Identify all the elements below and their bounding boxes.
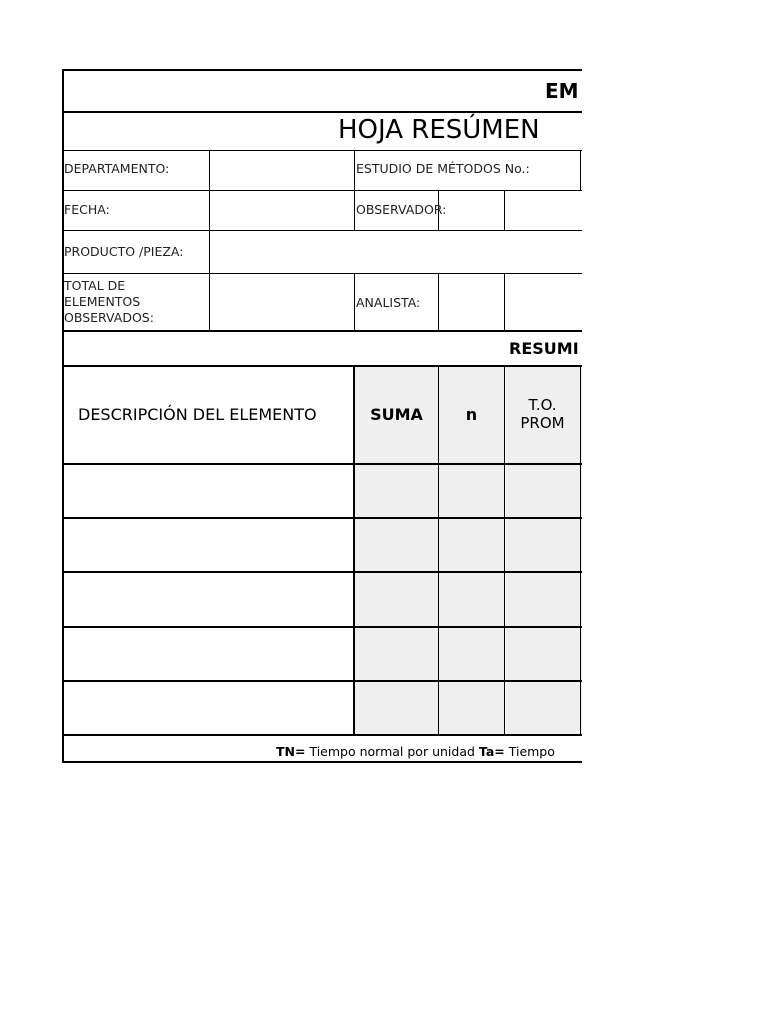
- tn-key: TN=: [276, 744, 306, 759]
- col-header-n: n: [465, 405, 478, 424]
- ta-text: Tiempo: [508, 744, 555, 759]
- rule-below-title: [62, 150, 582, 151]
- section-title: RESUMI: [509, 339, 579, 358]
- total-label-line2: ELEMENTOS: [64, 294, 141, 309]
- rule-below-company: [62, 111, 582, 113]
- company-name: EM: [545, 79, 579, 103]
- info-divider-e: [580, 150, 581, 191]
- table-col-divider-right: [580, 365, 581, 736]
- ta-key: Ta=: [478, 744, 505, 759]
- col-header-to-line2: PROM: [520, 414, 565, 432]
- producto-label: PRODUCTO /PIEZA:: [64, 244, 184, 259]
- page-title: HOJA RESÚMEN: [338, 115, 540, 145]
- info-divider-b2: [354, 273, 355, 331]
- frame-bottom: [62, 761, 582, 763]
- tn-text: Tiempo normal por unidad: [309, 744, 475, 759]
- total-label-line3: OBSERVADOS:: [64, 310, 154, 325]
- observador-label: OBSERVADOR:: [356, 202, 447, 217]
- analista-label: ANALISTA:: [356, 295, 421, 310]
- col-header-suma: SUMA: [370, 405, 423, 424]
- col-header-descripcion: DESCRIPCIÓN DEL ELEMENTO: [78, 405, 317, 424]
- info-divider-b1: [354, 150, 355, 231]
- frame-top: [62, 69, 582, 71]
- info-divider-c2: [438, 273, 439, 331]
- total-label-line1: TOTAL DE: [64, 278, 126, 293]
- estudio-label: ESTUDIO DE MÉTODOS No.:: [356, 161, 530, 176]
- info-divider-d2: [504, 273, 505, 331]
- info-divider-d1: [504, 190, 505, 231]
- info-divider-a: [209, 150, 210, 331]
- col-header-to-line1: T.O.: [528, 396, 557, 414]
- footer-legend: [276, 744, 582, 759]
- departamento-label: DEPARTAMENTO:: [64, 161, 170, 176]
- fecha-label: FECHA:: [64, 202, 110, 217]
